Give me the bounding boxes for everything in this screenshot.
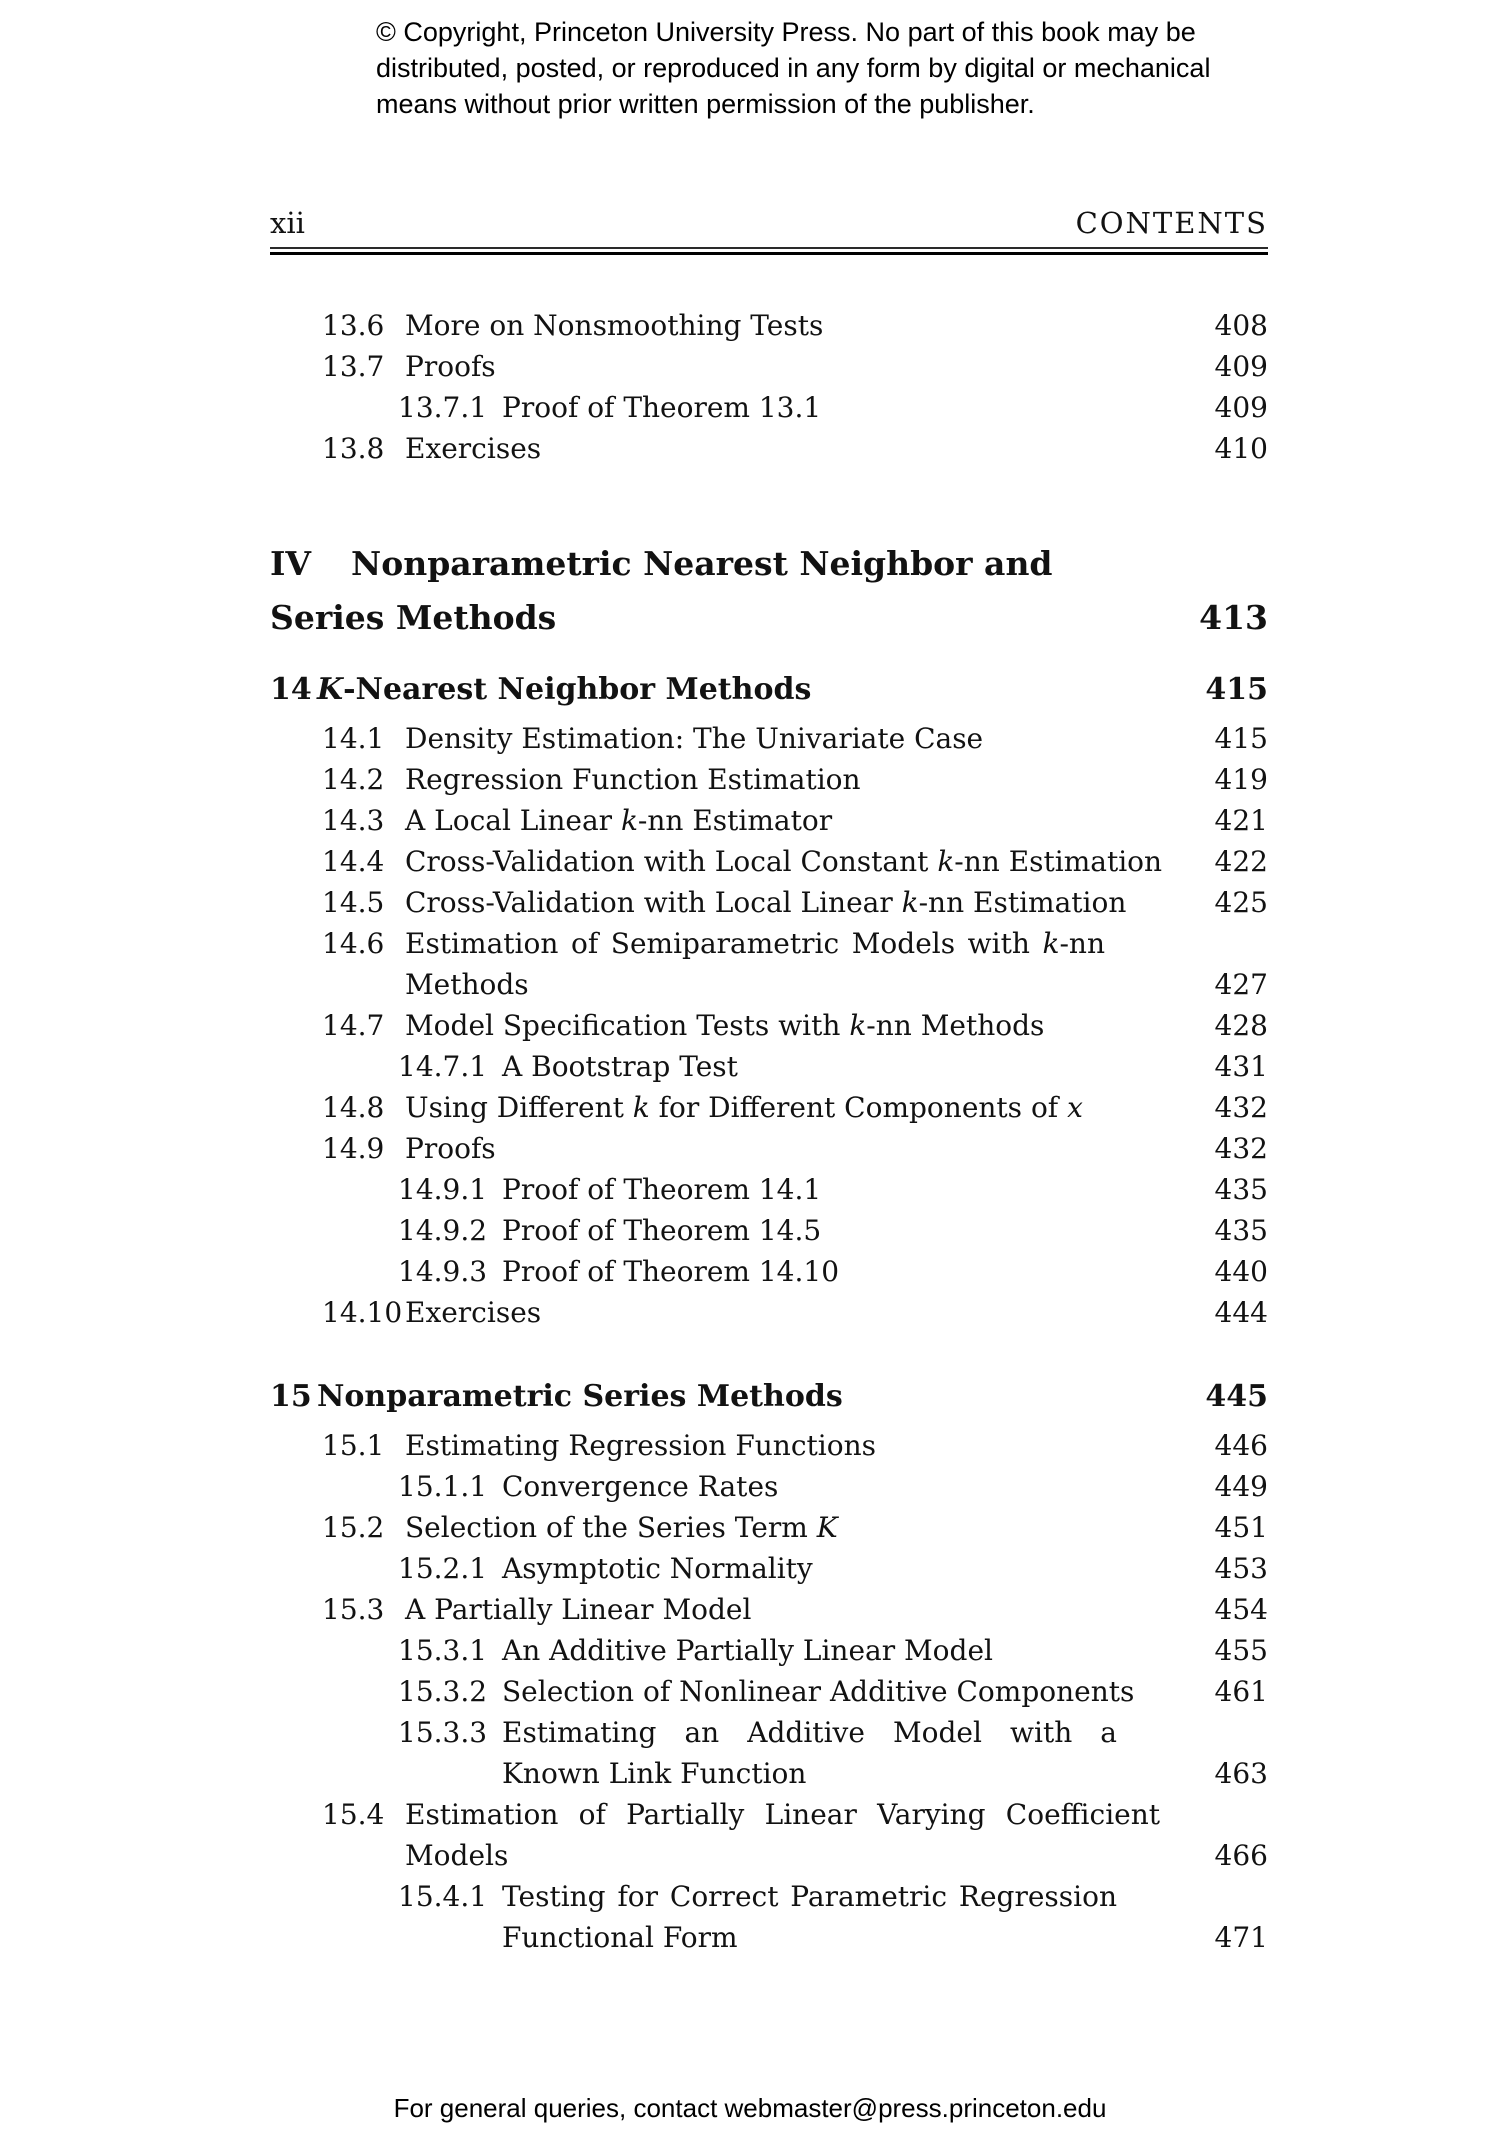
- part-title: Nonparametric Nearest Neighbor and Series Methods: [270, 544, 1053, 637]
- toc-entry-row: [270, 1548, 1268, 1589]
- entry-number: 14.3: [322, 804, 385, 837]
- entry-title: More on Nonsmoothing Tests: [405, 309, 824, 342]
- entry-number: 14.9: [322, 1132, 385, 1165]
- toc-entry-row: [270, 882, 1268, 923]
- entry-number: 13.7: [322, 350, 385, 383]
- entry-page-number: 431: [1214, 1050, 1268, 1083]
- toc-entry-row: [270, 387, 1268, 428]
- entry-number: 13.6: [322, 309, 385, 342]
- entry-number: 15.1.1: [398, 1470, 488, 1503]
- entry-number: 14.9.1: [398, 1173, 488, 1206]
- entry-title: Cross-Validation with Local Constant k-nn Estimation: [405, 845, 1163, 878]
- entry-page-number: 453: [1214, 1552, 1268, 1585]
- entry-title: Asymptotic Normality: [502, 1552, 813, 1585]
- entry-number: 13.8: [322, 432, 385, 465]
- entry-title: Using Different k for Different Components of x: [405, 1091, 1083, 1124]
- entry-number: 14.5: [322, 886, 385, 919]
- toc-entry-row: [270, 1251, 1268, 1292]
- chapter-heading-row: [270, 667, 1268, 713]
- entry-number: 15.2.1: [398, 1552, 488, 1585]
- copyright-notice: [376, 14, 1500, 122]
- entry-page-number: 415: [1214, 722, 1268, 755]
- chapter-page-number: 445: [1205, 1379, 1268, 1414]
- header-rule: [270, 247, 1268, 255]
- entry-number: 14.7: [322, 1009, 385, 1042]
- part-heading: [270, 537, 1160, 645]
- entry-page-number: 463: [1214, 1757, 1268, 1790]
- toc-entry-row: [270, 346, 1268, 387]
- chapter-title: Nonparametric Series Methods: [317, 1379, 843, 1414]
- chapter-title: K-Nearest Neighbor Methods: [317, 672, 812, 707]
- toc-entry-row: [270, 1005, 1268, 1046]
- entry-page-number: 409: [1214, 391, 1268, 424]
- chapter-heading-row: [270, 1374, 1268, 1420]
- entry-title: Proofs: [405, 1132, 496, 1165]
- toc-entry-row: [270, 1630, 1268, 1671]
- toc-entry-row: [270, 1589, 1268, 1630]
- entry-page-number: 419: [1214, 763, 1268, 796]
- entry-title: A Partially Linear Model: [405, 1593, 752, 1626]
- table-of-contents: [270, 305, 1268, 1958]
- entry-number: 14.2: [322, 763, 385, 796]
- toc-entry-row: [270, 1087, 1268, 1128]
- part-number: IV: [270, 544, 312, 583]
- entry-number: 15.3.1: [398, 1634, 488, 1667]
- entry-number: 15.3.3: [398, 1716, 488, 1749]
- toc-entry-row: [270, 428, 1268, 469]
- entry-page-number: 466: [1214, 1839, 1268, 1872]
- entry-number: 13.7.1: [398, 391, 488, 424]
- entry-page-number: 422: [1214, 845, 1268, 878]
- entry-page-number: 427: [1214, 968, 1268, 1001]
- entry-page-number: 455: [1214, 1634, 1268, 1667]
- entry-title: Estimating Regression Functions: [405, 1429, 876, 1462]
- part-heading-row: [270, 537, 1268, 645]
- toc-entry-row: [270, 305, 1268, 346]
- entry-page-number: 425: [1214, 886, 1268, 919]
- entry-number: 15.3.2: [398, 1675, 488, 1708]
- toc-entry-row: [270, 1128, 1268, 1169]
- toc-entry-row: [270, 759, 1268, 800]
- entry-title: Convergence Rates: [502, 1470, 779, 1503]
- entry-page-number: 432: [1214, 1091, 1268, 1124]
- toc-entry-row: [270, 1210, 1268, 1251]
- entry-number: 14.9.2: [398, 1214, 488, 1247]
- entry-number: 14.1: [322, 722, 385, 755]
- entry-title: Proof of Theorem 14.5: [502, 1214, 822, 1247]
- entry-page-number: 428: [1214, 1009, 1268, 1042]
- entry-page-number: 451: [1214, 1511, 1268, 1544]
- entry-title: Estimating an Additive Model with a Known Link Function: [502, 1716, 1117, 1790]
- entry-page-number: 409: [1214, 350, 1268, 383]
- running-head: [270, 206, 1268, 240]
- running-head-title: CONTENTS: [1075, 206, 1268, 240]
- footer-contact-line: For general queries, contact webmaster@press.princeton.edu: [393, 2093, 1107, 2123]
- entry-title: Proof of Theorem 13.1: [502, 391, 822, 424]
- copyright-line: distributed, posted, or reproduced in any form by digital or mechanical: [376, 53, 1211, 83]
- content-column: [270, 206, 1268, 1958]
- toc-entry-row: [270, 923, 1268, 1005]
- entry-page-number: 449: [1214, 1470, 1268, 1503]
- part-page-number: 413: [1199, 598, 1268, 637]
- toc-entry-row: [270, 800, 1268, 841]
- entry-title: Selection of the Series Term K: [405, 1511, 838, 1544]
- entry-title: Estimation of Partially Linear Varying Coefficient Models: [405, 1798, 1160, 1872]
- chapter-number: 14: [270, 672, 312, 707]
- entry-page-number: 440: [1214, 1255, 1268, 1288]
- entry-number: 14.7.1: [398, 1050, 488, 1083]
- copyright-line: means without prior written permission of the publisher.: [376, 89, 1035, 119]
- entry-page-number: 432: [1214, 1132, 1268, 1165]
- toc-entry-row: [270, 1507, 1268, 1548]
- entry-number: 14.9.3: [398, 1255, 488, 1288]
- entry-title: Regression Function Estimation: [405, 763, 861, 796]
- entry-number: 15.1: [322, 1429, 385, 1462]
- toc-entry-row: [270, 841, 1268, 882]
- entry-number: 14.10: [322, 1296, 403, 1329]
- toc-entry-row: [270, 1046, 1268, 1087]
- entry-title: A Bootstrap Test: [502, 1050, 738, 1083]
- entry-page-number: 408: [1214, 309, 1268, 342]
- toc-entry-row: [270, 1169, 1268, 1210]
- entry-page-number: 435: [1214, 1173, 1268, 1206]
- entry-page-number: 421: [1214, 804, 1268, 837]
- entry-title: Testing for Correct Parametric Regression Functional Form: [502, 1880, 1117, 1954]
- entry-title: Proofs: [405, 350, 496, 383]
- entry-title: Estimation of Semiparametric Models with k-nn Methods: [405, 927, 1105, 1001]
- entry-number: 14.6: [322, 927, 385, 960]
- entry-title: Density Estimation: The Univariate Case: [405, 722, 984, 755]
- toc-entry-row: [270, 1712, 1268, 1794]
- entry-page-number: 444: [1214, 1296, 1268, 1329]
- entry-number: 15.3: [322, 1593, 385, 1626]
- toc-entry-row: [270, 1292, 1268, 1333]
- toc-entry-row: [270, 1876, 1268, 1958]
- copyright-line: © Copyright, Princeton University Press. No part of this book may be: [376, 17, 1196, 47]
- entry-number: 14.4: [322, 845, 385, 878]
- toc-entry-row: [270, 1425, 1268, 1466]
- toc-entry-row: [270, 1466, 1268, 1507]
- chapter-page-number: 415: [1205, 672, 1268, 707]
- entry-title: Proof of Theorem 14.1: [502, 1173, 822, 1206]
- chapter-number: 15: [270, 1379, 312, 1414]
- entry-page-number: 454: [1214, 1593, 1268, 1626]
- entry-title: Model Specification Tests with k-nn Methods: [405, 1009, 1045, 1042]
- entry-number: 15.4.1: [398, 1880, 488, 1913]
- entry-title: A Local Linear k-nn Estimator: [405, 804, 833, 837]
- entry-title: Exercises: [405, 432, 542, 465]
- toc-entry-row: [270, 1794, 1268, 1876]
- entry-title: Selection of Nonlinear Additive Components: [502, 1675, 1135, 1708]
- entry-page-number: 435: [1214, 1214, 1268, 1247]
- entry-page-number: 446: [1214, 1429, 1268, 1462]
- entry-page-number: 461: [1214, 1675, 1268, 1708]
- entry-title: Cross-Validation with Local Linear k-nn Estimation: [405, 886, 1127, 919]
- entry-title: An Additive Partially Linear Model: [502, 1634, 993, 1667]
- toc-entry-row: [270, 718, 1268, 759]
- entry-page-number: 410: [1214, 432, 1268, 465]
- entry-number: 14.8: [322, 1091, 385, 1124]
- entry-number: 15.4: [322, 1798, 385, 1831]
- toc-entry-row: [270, 1671, 1268, 1712]
- page-number-marker: xii: [270, 206, 305, 240]
- entry-page-number: 471: [1214, 1921, 1268, 1954]
- entry-number: 15.2: [322, 1511, 385, 1544]
- entry-title: Exercises: [405, 1296, 542, 1329]
- entry-title: Proof of Theorem 14.10: [502, 1255, 840, 1288]
